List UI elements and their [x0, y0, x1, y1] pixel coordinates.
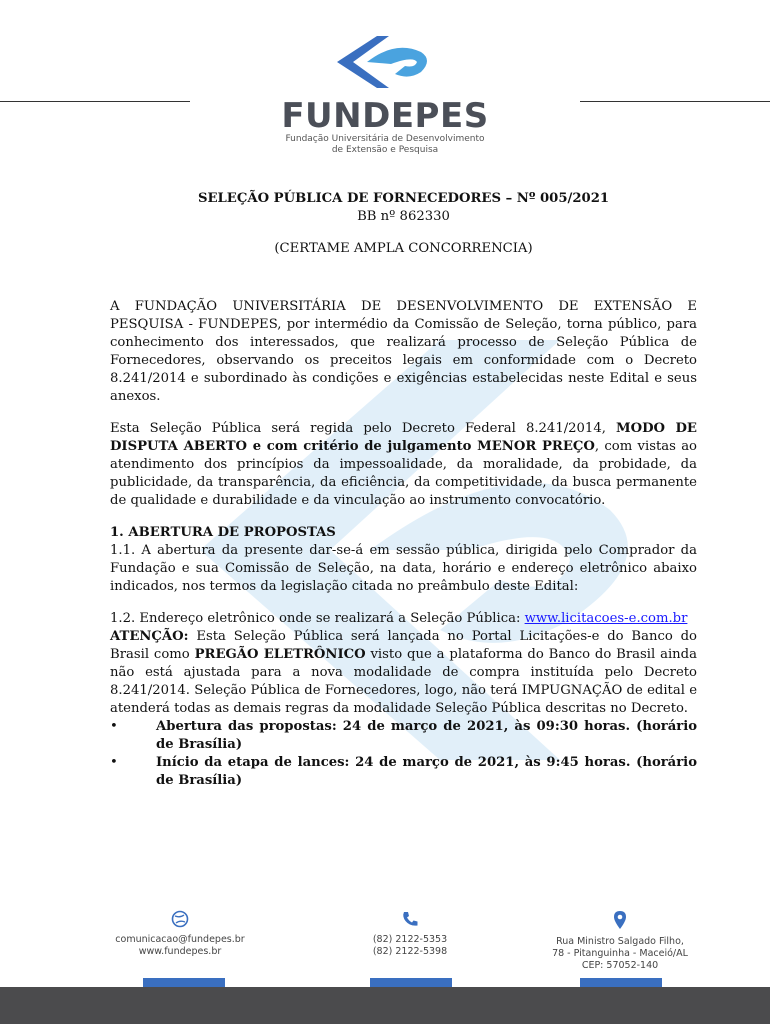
item-1-1: 1.1. A abertura da presente dar-se-á em sessão pública, dirigida pelo Comprador da Fundação e sua Comissão de Seleção, na data, horário e endereço eletrônico abaixo indicados, nos termos da legislação citada no preâmbulo deste Edital: [110, 543, 697, 594]
bullet-opening: Abertura das propostas: 24 de março de 2021, às 09:30 horas. (horário de Brasília) [156, 719, 697, 752]
footer-bar [0, 987, 770, 1024]
footer-accent-3 [580, 978, 662, 987]
document-title: SELEÇÃO PÚBLICA DE FORNECEDORES – Nº 005/2021 [197, 191, 610, 206]
document-body [110, 190, 697, 790]
fundepes-logo-icon [325, 30, 445, 92]
footer-address-1: Rua Ministro Salgado Filho, [556, 936, 684, 947]
footer-contact [110, 910, 250, 958]
atencao-bold: PREGÃO ELETRÔNICO [194, 647, 366, 662]
footer-phones [355, 910, 465, 958]
intro-paragraph: A FUNDAÇÃO UNIVERSITÁRIA DE DESENVOLVIMENTO DE EXTENSÃO E PESQUISA - FUNDEPES, por intermédio da Comissão de Seleção, torna público, para conhecimento dos interessados, que realizará processo de Seleção Pública de Fornecedores, observando os preceitos legais em conformidade com o Decreto 8.241/2014 e subordinado às condições e exigências estabelecidas neste Edital e seus anexos. [110, 299, 697, 404]
list-item: • Abertura das propostas: 24 de março de 2021, às 09:30 horas. (horário de Brasília) [110, 719, 697, 752]
item-1-2 [110, 610, 697, 628]
location-pin-icon [611, 910, 629, 930]
atencao-text-2: visto que a plataforma do Banco do Brasil ainda não está ajustada para a nova modalidade de compra instituída pelo Decreto 8.241/2014. Seleção Pública de Fornecedores, logo, não terá IMPUGNAÇÃO de edital e atenderá todas as demais regras da modalidade Seleção Pública descritas no Decreto. [110, 647, 697, 716]
document-subtitle: (CERTAME AMPLA CONCORRENCIA) [274, 241, 533, 256]
footer-accent-1 [143, 978, 225, 987]
footer-phone-1: (82) 2122-5353 [372, 934, 448, 945]
atencao-text-1: Esta Seleção Pública será lançada no Portal Licitações-e do Banco do Brasil como [110, 629, 697, 662]
list-item: • Início da etapa de lances: 24 de março de 2021, às 9:45 horas. (horário de Brasília) [110, 755, 697, 788]
regime-text-1: Esta Seleção Pública será regida pelo Decreto Federal 8.241/2014, [110, 421, 606, 436]
footer-phone-2: (82) 2122-5398 [372, 946, 448, 957]
phone-icon [401, 910, 419, 928]
page-footer [0, 905, 770, 1024]
atencao-paragraph [110, 628, 697, 718]
licitacoes-link[interactable]: www.licitacoes-e.com.br [524, 611, 688, 626]
logo-name: FUNDEPES [281, 96, 489, 136]
footer-accent-2 [370, 978, 452, 987]
regime-bold: MODO DE DISPUTA ABERTO e com critério de julgamento MENOR PREÇO [110, 421, 697, 454]
header-logo [0, 30, 770, 156]
section-1-heading: 1. ABERTURA DE PROPOSTAS [110, 525, 336, 540]
footer-address-2: 78 - Pitanguinha - Maceió/AL [552, 948, 688, 959]
bb-number: BB nº 862330 [357, 209, 450, 224]
footer-cep: CEP: 57052-140 [581, 960, 659, 971]
item-1-2-text: 1.2. Endereço eletrônico onde se realizará a Seleção Pública: [110, 611, 521, 626]
regime-text-2: , com vistas ao atendimento dos princípios da impessoalidade, da moralidade, da probidade, da publicidade, da transparência, da eficiência, da competitividade, da busca permanente de qualidade e durabilidade e da vinculação ao instrumento convocatório. [110, 439, 698, 508]
footer-email[interactable]: comunicacao@fundepes.br [115, 934, 245, 945]
regime-paragraph [110, 420, 697, 510]
logo-tagline-1: Fundação Universitária de Desenvolvimento [285, 134, 485, 144]
bullet-bidding: Início da etapa de lances: 24 de março de 2021, às 9:45 horas. (horário de Brasília) [156, 755, 697, 788]
footer-website[interactable]: www.fundepes.br [138, 946, 222, 957]
footer-address [545, 910, 695, 972]
logo-tagline-2: de Extensão e Pesquisa [331, 145, 439, 155]
globe-icon [171, 910, 189, 928]
atencao-label: ATENÇÃO: [110, 629, 189, 644]
